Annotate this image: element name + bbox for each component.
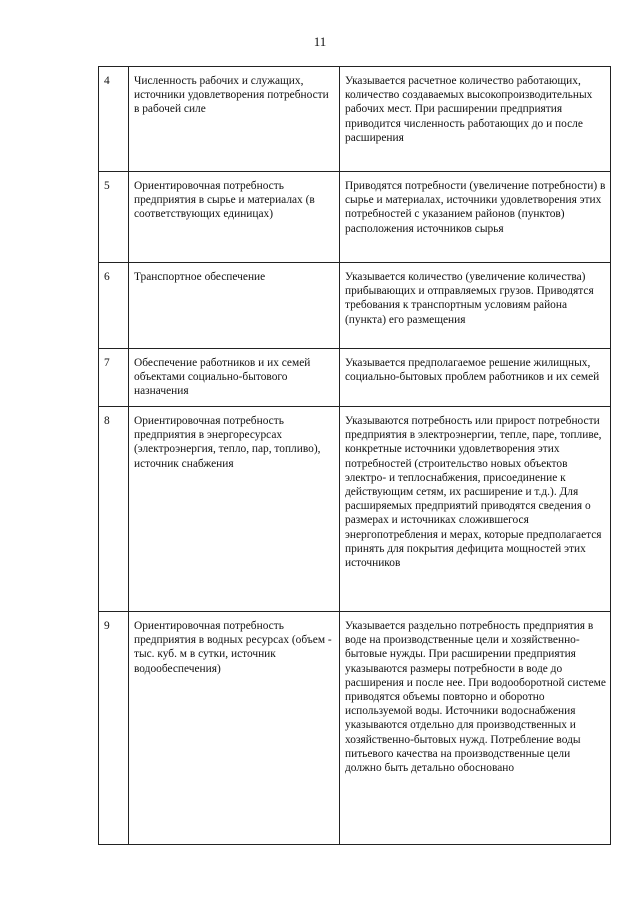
table-row: [99, 612, 611, 845]
requirement-description: Указывается раздельно потребность предприятия в воде на производственные цели и хозяйственно-бытовые нужды. При расширении предприятия указываются размеры потребности в воде до расширения и после нее. При водооборотной системе приводятся объемы повторно и оборотно используемой воды. Источники водоснабжения указываются отдельно для производственных и хозяйственно-бытовых нужд. Потребление воды питьевого качества на производственные цели должно быть детально обосновано: [340, 612, 611, 845]
requirement-name: Численность рабочих и служащих, источники удовлетворения потребности в рабочей силе: [129, 67, 340, 172]
row-number: 9: [99, 612, 129, 845]
table-row: [99, 349, 611, 407]
row-number: 8: [99, 407, 129, 612]
row-number: 6: [99, 263, 129, 349]
requirements-table: [98, 66, 611, 845]
requirement-name: Ориентировочная потребность предприятия в энергоресурсах (электроэнергия, тепло, пар, топливо), источник снабжения: [129, 407, 340, 612]
page-number: 11: [313, 34, 327, 49]
row-number: 5: [99, 172, 129, 263]
row-number: 4: [99, 67, 129, 172]
requirement-description: Указывается предполагаемое решение жилищных, социально-бытовых проблем работников и их семей: [340, 349, 611, 407]
table-row: [99, 172, 611, 263]
requirement-name: Ориентировочная потребность предприятия в сырье и материалах (в соответствующих единицах): [129, 172, 340, 263]
requirement-description: Указывается расчетное количество работающих, количество создаваемых высокопроизводительных рабочих мест. При расширении предприятия приводится численность работающих до и после расширения: [340, 67, 611, 172]
requirement-name: Транспортное обеспечение: [129, 263, 340, 349]
requirement-description: Приводятся потребности (увеличение потребности) в сырье и материалах, источники удовлетворения этих потребностей с указанием районов (пунктов) расположения источников сырья: [340, 172, 611, 263]
table-row: [99, 67, 611, 172]
table-row: [99, 407, 611, 612]
row-number: 7: [99, 349, 129, 407]
requirement-name: Обеспечение работников и их семей объектами социально-бытового назначения: [129, 349, 340, 407]
requirement-description: Указываются потребность или прирост потребности предприятия в электроэнергии, тепле, паре, топливе, конкретные источники удовлетворения этих потребностей (строительство новых объектов электро- и теплоснабжения, присоединение к действующим сетям, их расширение и т.д.). Для расширяемых предприятий приводятся сведения о размерах и источниках сложившегося энергопотребления и мерах, которые предполагается принять для покрытия дефицита мощностей этих источников: [340, 407, 611, 612]
table-row: [99, 263, 611, 349]
requirement-name: Ориентировочная потребность предприятия в водных ресурсах (объем - тыс. куб. м в сутки, источник водообеспечения): [129, 612, 340, 845]
requirement-description: Указывается количество (увеличение количества) прибывающих и отправляемых грузов. Приводятся требования к транспортным условиям района (пункта) его размещения: [340, 263, 611, 349]
